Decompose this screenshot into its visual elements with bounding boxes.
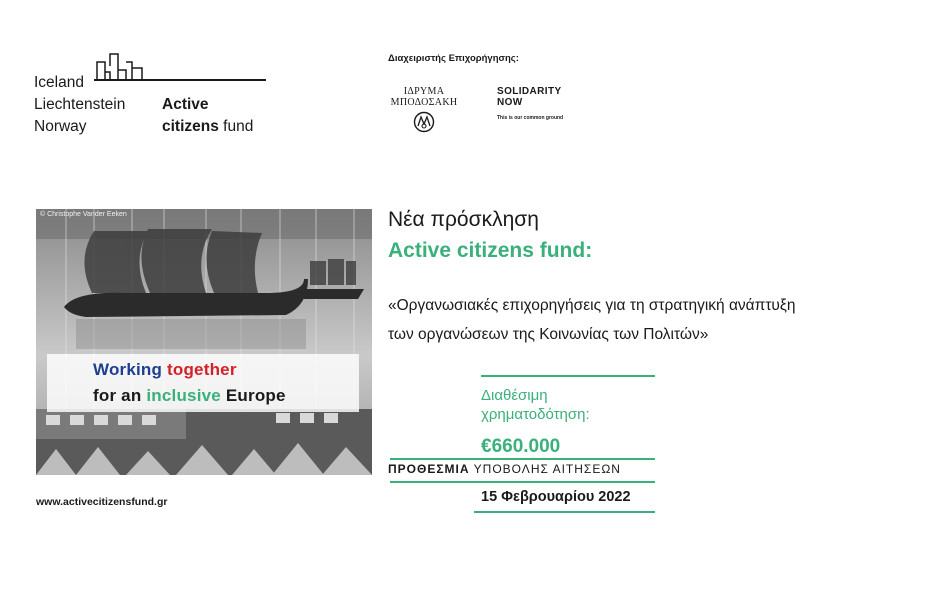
deadline-date: 15 Φεβρουαρίου 2022	[481, 489, 631, 505]
bodossaki-emblem-icon	[413, 111, 435, 133]
fund-name-line1: Active	[162, 96, 209, 113]
funding-amount: €660.000	[481, 436, 561, 457]
bodossaki-logo	[388, 86, 460, 136]
deadline-label	[388, 462, 621, 476]
fund-name	[162, 94, 253, 138]
divider-middle	[390, 458, 655, 460]
funding-label-line1: Διαθέσιμη	[481, 387, 548, 404]
solidarity-line2: NOW	[497, 97, 523, 108]
slogan-for-an: for an	[93, 386, 142, 405]
fund-name-line2	[162, 116, 253, 138]
website-link[interactable]: www.activecitizensfund.gr	[36, 496, 168, 508]
deadline-label-bold: ΠΡΟΘΕΣΜΙΑ	[388, 462, 470, 476]
divider-top	[481, 375, 655, 377]
solidarity-line1: SOLIDARITY	[497, 86, 562, 97]
ships-harbour-image	[36, 209, 372, 475]
fund-name-citizens: citizens	[162, 118, 219, 135]
slogan-europe: Europe	[225, 386, 286, 405]
slogan-line2	[93, 386, 286, 406]
fund-name-fund: fund	[223, 118, 254, 135]
bodossaki-line2: ΜΠΟΔΟΣΑΚΗ	[390, 97, 458, 108]
funding-label-line2: χρηματοδότηση:	[481, 406, 590, 423]
country-iceland: Iceland	[34, 74, 84, 91]
call-title: Νέα πρόσκληση	[388, 208, 539, 231]
photo-credit: © Christophe Vander Eeken	[40, 211, 127, 218]
call-description-line2: των οργανώσεων της Κοινωνίας των Πολιτών»	[388, 326, 709, 343]
slogan-inclusive: inclusive	[146, 386, 221, 405]
call-description-line1: «Οργανωσιακές επιχορηγήσεις για τη στρατηγική ανάπτυξη	[388, 297, 796, 314]
country-liechtenstein: Liechtenstein	[34, 96, 126, 113]
divider-bottom	[474, 511, 655, 513]
slogan-together: together	[167, 360, 237, 379]
funding-label	[481, 386, 651, 424]
call-subtitle: Active citizens fund:	[388, 239, 593, 262]
solidarity-now-logo	[497, 86, 562, 108]
donor-countries	[34, 72, 125, 138]
operators-title: Διαχειριστής Επιχορήγησης:	[388, 53, 519, 64]
campaign-photo	[36, 209, 372, 475]
slogan-line1	[93, 360, 237, 380]
divider-lower	[390, 481, 655, 483]
bodossaki-line1: ΙΔΡΥΜΑ	[403, 86, 445, 97]
slogan-working: Working	[93, 360, 163, 379]
country-norway: Norway	[34, 118, 87, 135]
solidarity-tagline: This is our common ground	[497, 115, 564, 121]
deadline-label-rest: ΥΠΟΒΟΛΗΣ ΑΙΤΗΣΕΩΝ	[473, 462, 621, 476]
